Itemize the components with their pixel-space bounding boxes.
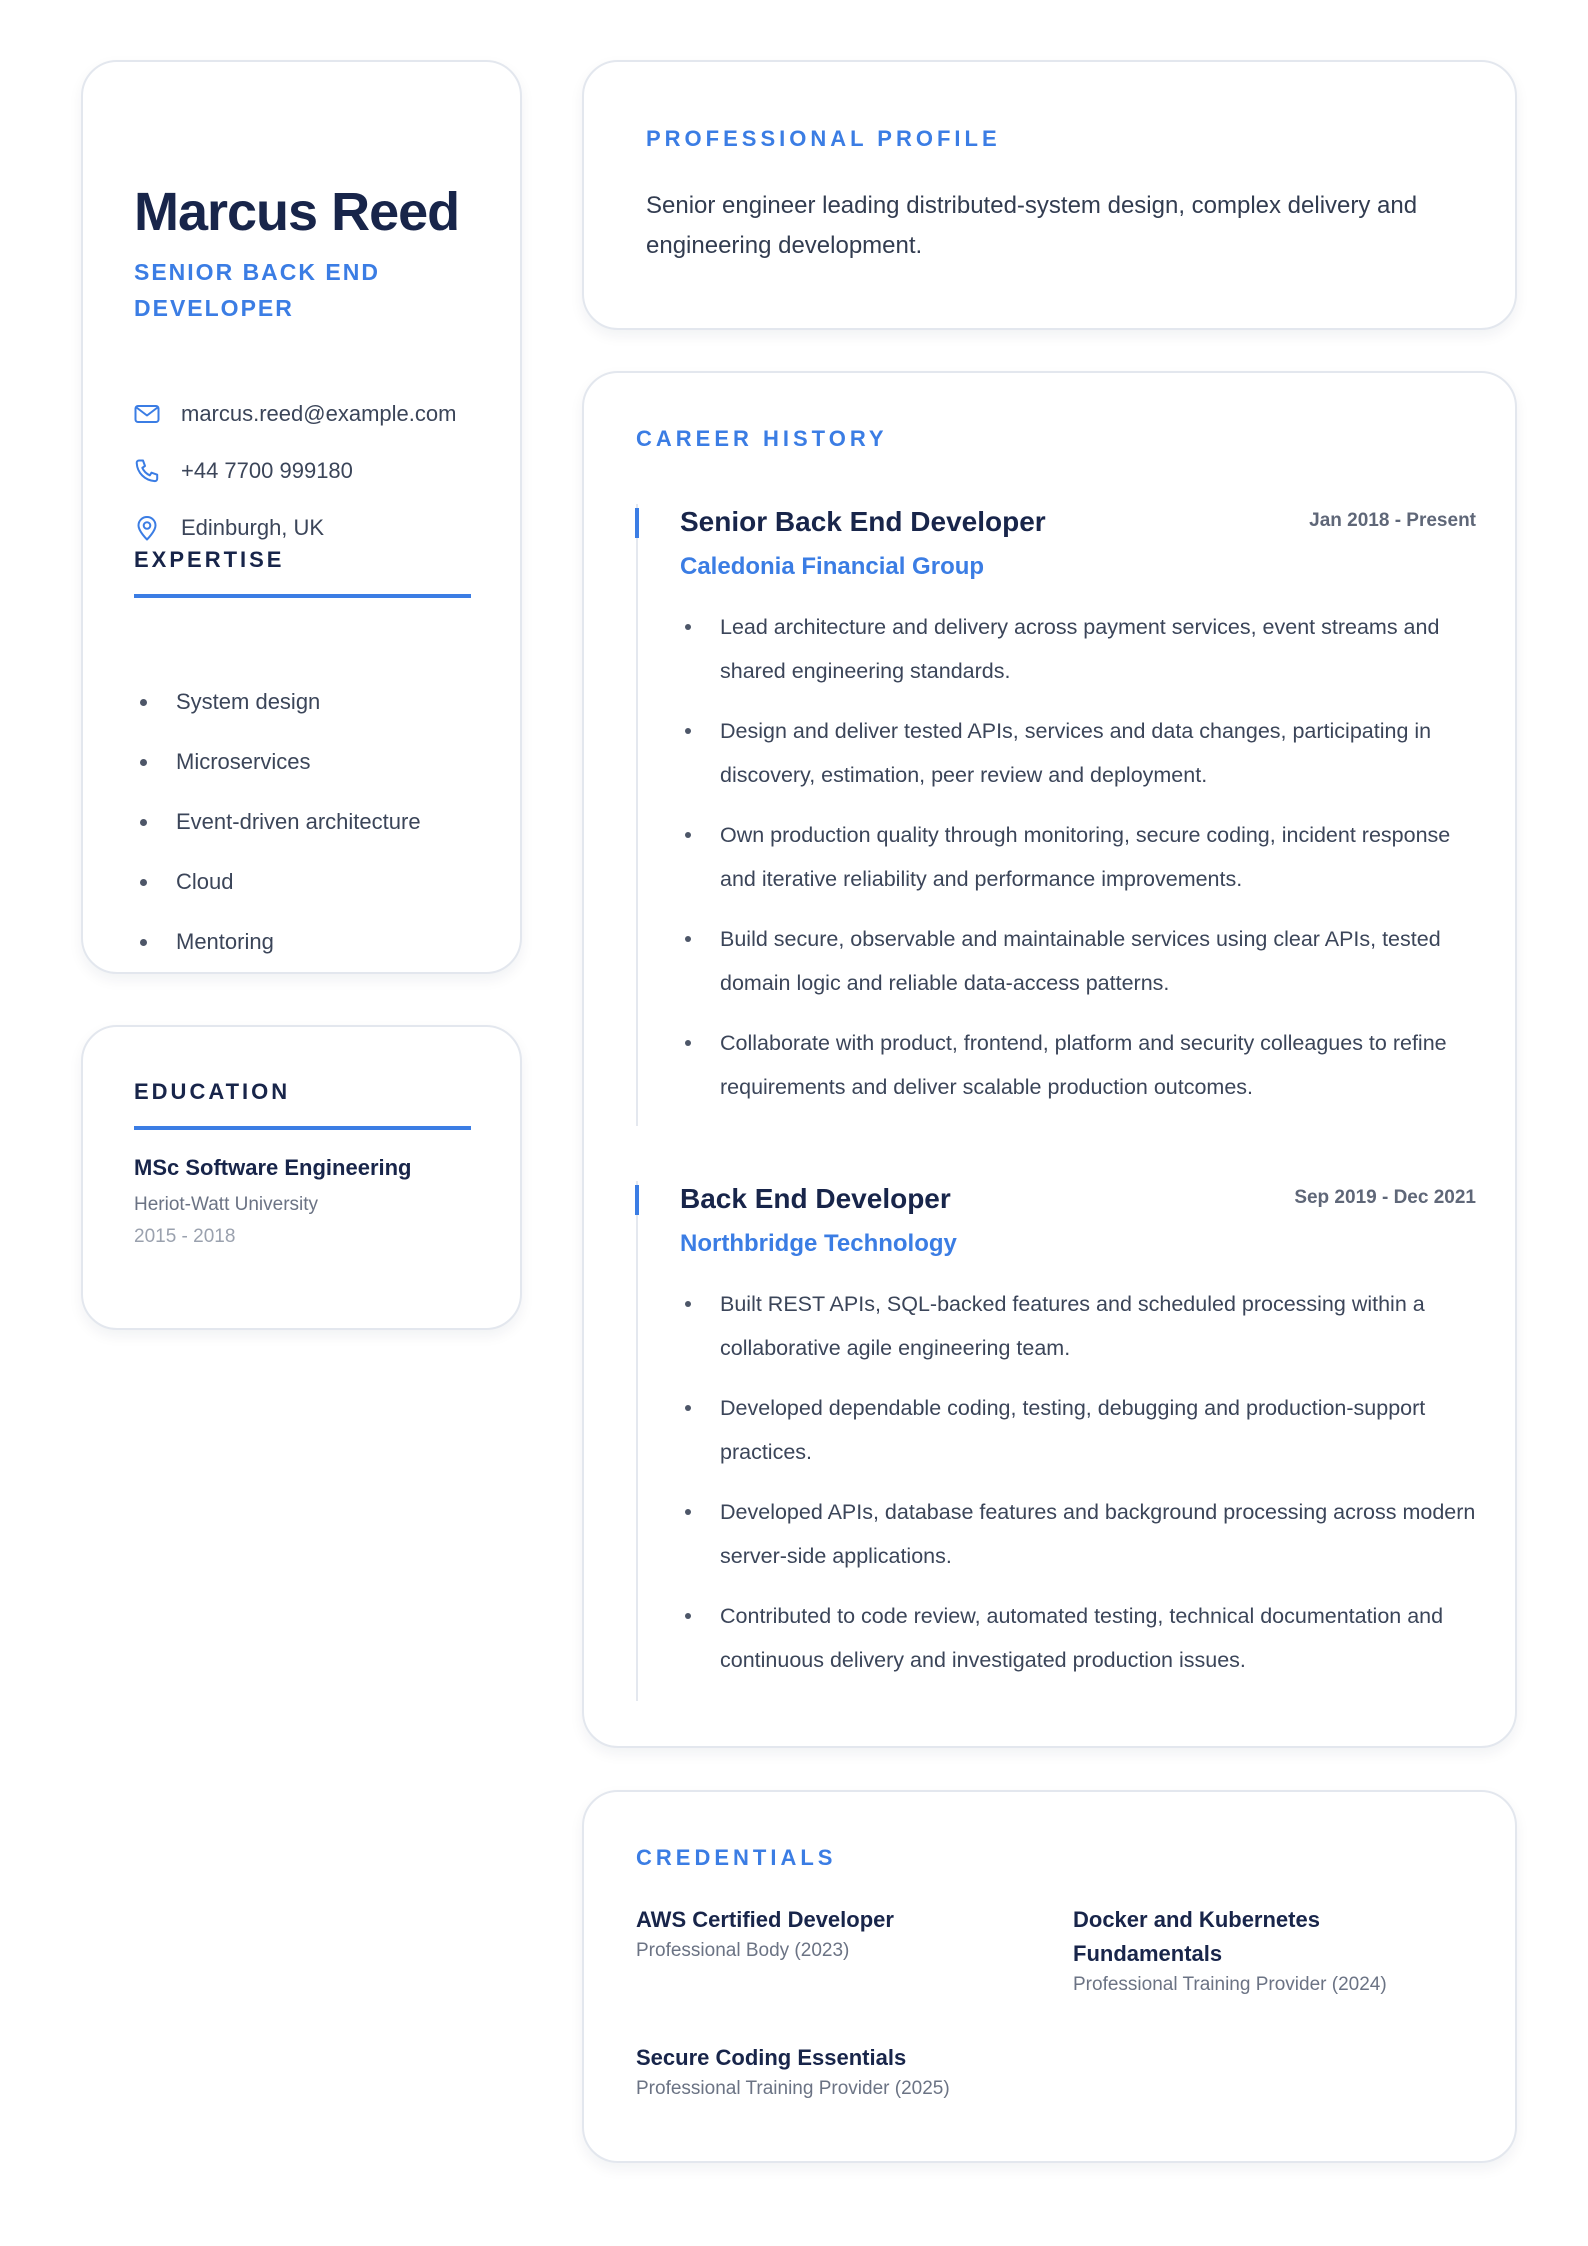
expertise-heading: EXPERTISE [134, 547, 285, 572]
bullet-icon [140, 699, 147, 706]
credential-name: Secure Coding Essentials [636, 2045, 907, 2070]
list-item: System design [136, 672, 421, 732]
contact-phone[interactable] [133, 442, 456, 499]
list-item: Microservices [136, 732, 421, 792]
education-heading: EDUCATION [134, 1079, 291, 1104]
list-item: Contributed to code review, automated testing, technical documentation and continuous delivery and investigated production issues. [680, 1594, 1480, 1682]
list-item: Collaborate with product, frontend, platform and security colleagues to refine requirements and deliver scalable production outcomes. [680, 1021, 1480, 1109]
list-item: Lead architecture and delivery across payment services, event streams and shared engineering standards. [680, 605, 1480, 693]
contact-list [133, 385, 456, 556]
career-card [582, 371, 1517, 1748]
profile-heading: PROFESSIONAL PROFILE [646, 126, 1001, 151]
profile-card [582, 60, 1517, 330]
list-item: Build secure, observable and maintainable services using clear APIs, tested domain logic and reliable data-access patterns. [680, 917, 1480, 1005]
identity-card [81, 60, 522, 974]
job-entry-company: Northbridge Technology [680, 1230, 957, 1257]
bullet-icon [685, 832, 691, 838]
bullet-icon [685, 728, 691, 734]
credential-meta: Professional Training Provider (2024) [1073, 1974, 1387, 1995]
contact-email[interactable] [133, 385, 456, 442]
credential-item [636, 1903, 996, 1965]
expertise-divider [134, 594, 471, 598]
list-item: Mentoring [136, 912, 421, 972]
timeline-marker [635, 1185, 639, 1215]
list-item: Event-driven architecture [136, 792, 421, 852]
job-entry-title: Back End Developer [680, 1183, 951, 1214]
job-entry [636, 504, 1476, 1126]
education-divider [134, 1126, 471, 1130]
credential-name: AWS Certified Developer [636, 1907, 894, 1932]
credential-item [1073, 1903, 1433, 1999]
credential-meta: Professional Training Provider (2025) [636, 2078, 950, 2099]
email-text: marcus.reed@example.com [181, 400, 457, 426]
job-entry-dates: Jan 2018 - Present [1309, 510, 1476, 531]
job-entry-dates: Sep 2019 - Dec 2021 [1294, 1187, 1476, 1208]
list-item: Cloud [136, 852, 421, 912]
job-title: SENIOR BACK END DEVELOPER [134, 259, 380, 321]
list-item: Developed APIs, database features and background processing across modern server-side applications. [680, 1490, 1480, 1578]
job-entry-company: Caledonia Financial Group [680, 553, 985, 580]
list-item: Own production quality through monitoring, secure coding, incident response and iterative reliability and performance improvements. [680, 813, 1480, 901]
location-pin-icon [133, 514, 161, 542]
expertise-list [136, 672, 421, 972]
credential-item [636, 2041, 996, 2103]
bullet-icon [140, 939, 147, 946]
bullet-icon [685, 1509, 691, 1515]
job-entry-title: Senior Back End Developer [680, 506, 1046, 537]
location-text: Edinburgh, UK [181, 514, 325, 540]
education-years: 2015 - 2018 [134, 1226, 236, 1247]
timeline-line [636, 504, 638, 1126]
credentials-heading: CREDENTIALS [636, 1845, 837, 1870]
profile-summary: Senior engineer leading distributed-system design, complex delivery and engineering development. [646, 192, 1418, 259]
phone-text: +44 7700 999180 [181, 457, 353, 483]
education-degree: MSc Software Engineering [134, 1155, 412, 1180]
bullet-icon [685, 624, 691, 630]
bullet-icon [685, 1613, 691, 1619]
timeline-line [636, 1181, 638, 1701]
credential-meta: Professional Body (2023) [636, 1940, 850, 1961]
bullet-icon [685, 1040, 691, 1046]
bullet-icon [140, 759, 147, 766]
career-heading: CAREER HISTORY [636, 426, 888, 451]
list-item: Design and deliver tested APIs, services and data changes, participating in discovery, estimation, peer review and deployment. [680, 709, 1480, 797]
candidate-name: Marcus Reed [134, 182, 460, 242]
job-entry [636, 1181, 1476, 1701]
bullet-icon [140, 819, 147, 826]
list-item: Developed dependable coding, testing, debugging and production-support practices. [680, 1386, 1480, 1474]
phone-icon [133, 457, 161, 485]
credentials-card [582, 1790, 1517, 2163]
list-item: Built REST APIs, SQL-backed features and scheduled processing within a collaborative agile engineering team. [680, 1282, 1480, 1370]
timeline-marker [635, 508, 639, 538]
bullet-icon [685, 936, 691, 942]
job-entry-bullets [680, 605, 1480, 1125]
bullet-icon [140, 879, 147, 886]
job-entry-bullets [680, 1282, 1480, 1698]
bullet-icon [685, 1301, 691, 1307]
bullet-icon [685, 1405, 691, 1411]
education-school: Heriot-Watt University [134, 1194, 319, 1215]
credential-name: Docker and Kubernetes Fundamentals [1073, 1907, 1320, 1966]
mail-icon [133, 400, 161, 428]
education-card [81, 1025, 522, 1330]
